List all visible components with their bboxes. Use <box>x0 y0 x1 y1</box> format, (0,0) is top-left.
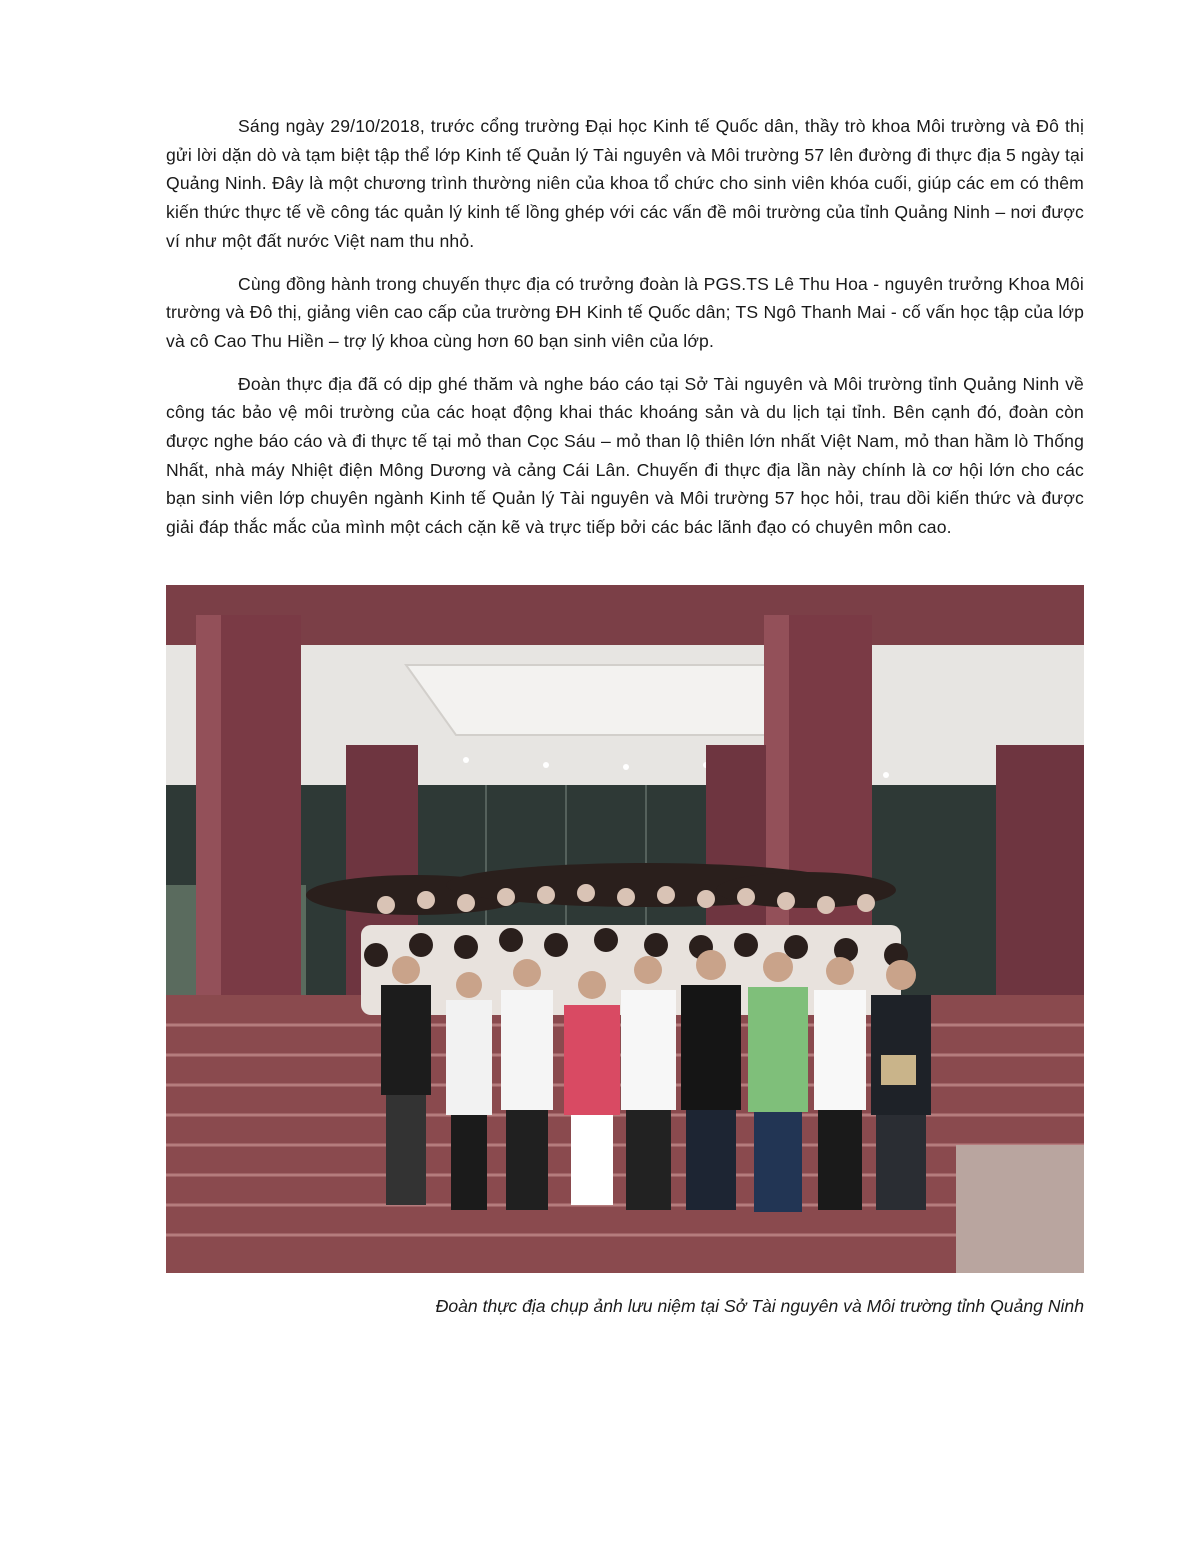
article-body <box>166 112 1084 556</box>
paragraph-1: Sáng ngày 29/10/2018, trước cổng trường Đại học Kinh tế Quốc dân, thầy trò khoa Môi trường và Đô thị gửi lời dặn dò và tạm biệt tập thể lớp Kinh tế Quản lý Tài nguyên và Môi trường 57 lên đường đi thực địa 5 ngày tại Quảng Ninh. Đây là một chương trình thường niên của khoa tổ chức cho sinh viên khóa cuối, giúp các em có thêm kiến thức thực tế về công tác quản lý kinh tế lồng ghép với các vấn đề môi trường của tỉnh Quảng Ninh – nơi được ví như một đất nước Việt nam thu nhỏ. <box>166 116 1084 251</box>
photo-caption: Đoàn thực địa chụp ảnh lưu niệm tại Sở Tài nguyên và Môi trường tỉnh Quảng Ninh <box>435 1296 1084 1316</box>
paragraph-3: Đoàn thực địa đã có dịp ghé thăm và nghe báo cáo tại Sở Tài nguyên và Môi trường tỉnh Quảng Ninh về công tác bảo vệ môi trường của các hoạt động khai thác khoáng sản và du lịch tại tỉnh. Bên cạnh đó, đoàn còn được nghe báo cáo và đi thực tế tại mỏ than Cọc Sáu – mỏ than lộ thiên lớn nhất Việt Nam, mỏ than hầm lò Thống Nhất, nhà máy Nhiệt điện Mông Dương và cảng Cái Lân. Chuyến đi thực địa lần này chính là cơ hội lớn cho các bạn sinh viên lớp chuyên ngành Kinh tế Quản lý Tài nguyên và Môi trường 57 học hỏi, trau dồi kiến thức và được giải đáp thắc mắc của mình một cách cặn kẽ và trực tiếp bởi các bác lãnh đạo có chuyên môn cao. <box>166 373 1084 538</box>
group-photo <box>166 585 1084 1273</box>
paragraph-2: Cùng đồng hành trong chuyến thực địa có trưởng đoàn là PGS.TS Lê Thu Hoa - nguyên trưởng Khoa Môi trường và Đô thị, giảng viên cao cấp của trường ĐH Kinh tế Quốc dân; TS Ngô Thanh Mai - cố vấn học tập của lớp và cô Cao Thu Hiền – trợ lý khoa cùng hơn 60 bạn sinh viên của lớp. <box>166 273 1084 351</box>
